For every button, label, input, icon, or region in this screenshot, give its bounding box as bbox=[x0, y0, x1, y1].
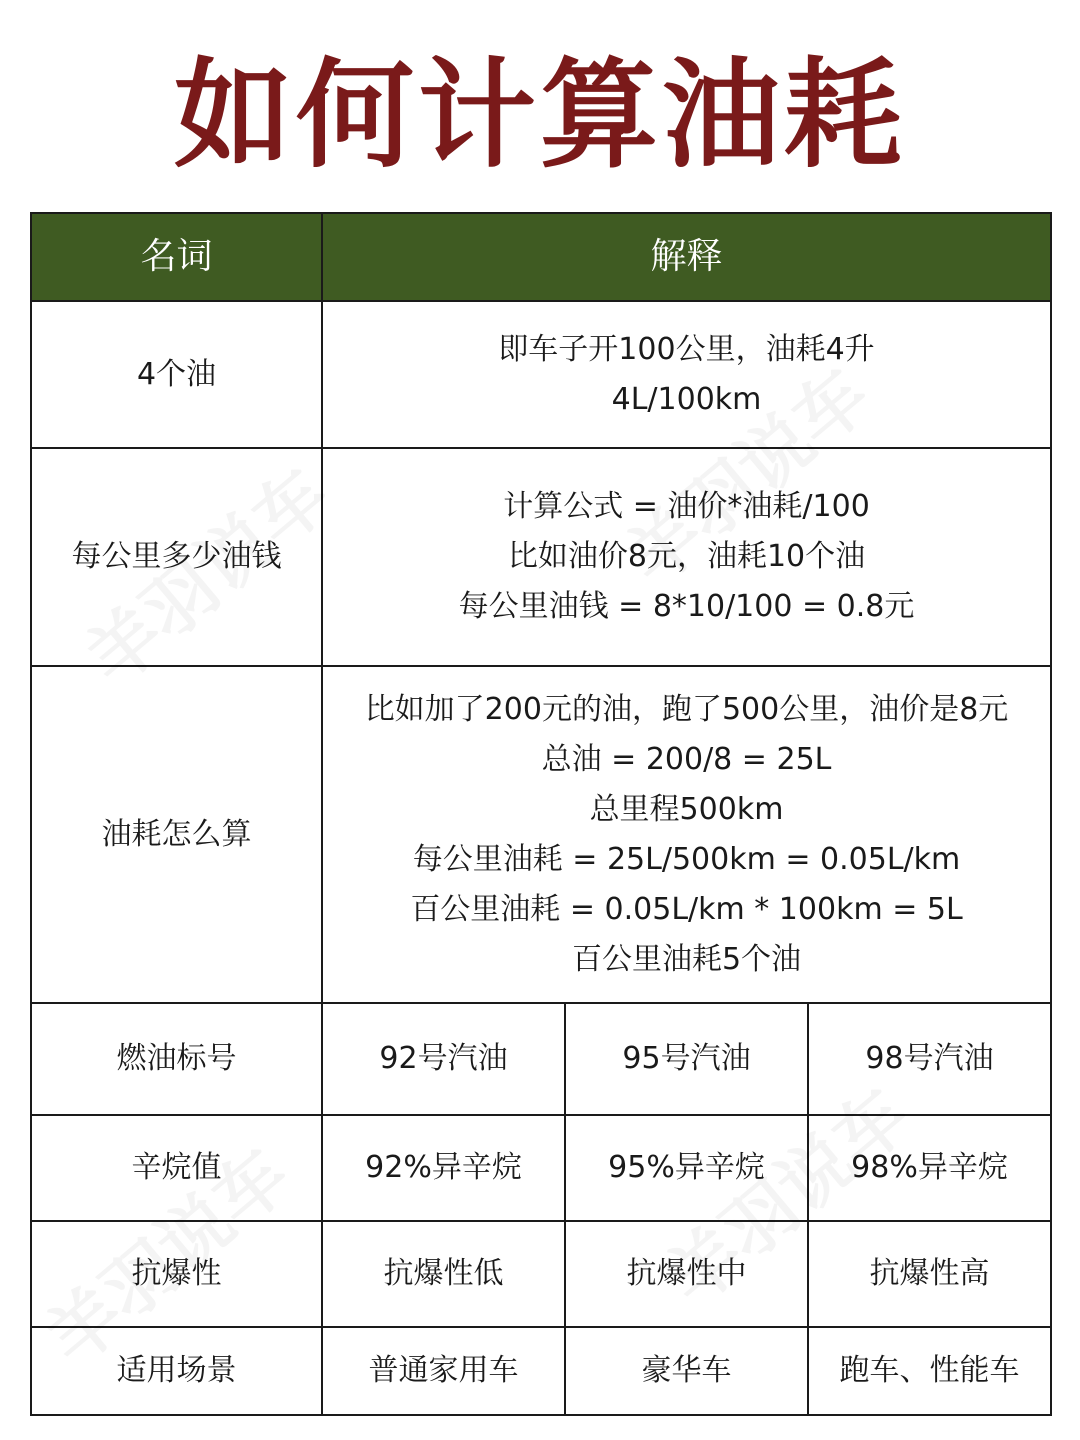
explain-cell bbox=[322, 666, 1051, 1003]
table-row bbox=[31, 448, 1051, 666]
value-cell: 98号汽油 bbox=[808, 1003, 1051, 1115]
term-cell: 燃油标号 bbox=[31, 1003, 322, 1115]
explain-line: 4L/100km bbox=[611, 381, 762, 417]
value-cell: 跑车、性能车 bbox=[808, 1327, 1051, 1415]
explain-line: 总里程500km bbox=[589, 791, 784, 827]
value-cell: 92%异辛烷 bbox=[322, 1115, 565, 1221]
value-cell: 抗爆性中 bbox=[565, 1221, 808, 1327]
value-cell: 95号汽油 bbox=[565, 1003, 808, 1115]
term-cell: 辛烷值 bbox=[31, 1115, 322, 1221]
explain-line: 比如加了200元的油，跑了500公里，油价是8元 bbox=[364, 691, 1009, 727]
table-row bbox=[31, 301, 1051, 448]
term-cell: 适用场景 bbox=[31, 1327, 322, 1415]
explain-line: 即车子开100公里，油耗4升 bbox=[498, 331, 875, 367]
explain-line: 每公里油耗 = 25L/500km = 0.05L/km bbox=[412, 841, 961, 877]
term-cell: 抗爆性 bbox=[31, 1221, 322, 1327]
explain-cell bbox=[322, 301, 1051, 448]
header-explain: 解释 bbox=[322, 213, 1051, 301]
explain-line: 计算公式 = 油价*油耗/100 bbox=[503, 489, 870, 524]
explain-line: 比如油价8元，油耗10个油 bbox=[507, 539, 866, 574]
explain-line: 每公里油钱 = 8*10/100 = 0.8元 bbox=[458, 589, 915, 624]
table-header-row bbox=[31, 213, 1051, 301]
explain-line: 百公里油耗 = 0.05L/km * 100km = 5L bbox=[410, 891, 963, 927]
value-cell: 92号汽油 bbox=[322, 1003, 565, 1115]
value-cell: 普通家用车 bbox=[322, 1327, 565, 1415]
term-cell: 油耗怎么算 bbox=[31, 666, 322, 1003]
table-row bbox=[31, 1003, 1051, 1115]
value-cell: 抗爆性高 bbox=[808, 1221, 1051, 1327]
value-cell: 豪华车 bbox=[565, 1327, 808, 1415]
term-cell: 每公里多少油钱 bbox=[31, 448, 322, 666]
term-cell: 4个油 bbox=[31, 301, 322, 448]
page-title: 如何计算油耗 bbox=[173, 46, 906, 184]
table-row bbox=[31, 666, 1051, 1003]
fuel-consumption-table bbox=[30, 212, 1052, 1416]
table-row bbox=[31, 1221, 1051, 1327]
explain-line: 总油 = 200/8 = 25L bbox=[541, 741, 832, 777]
explain-line: 百公里油耗5个油 bbox=[571, 941, 802, 977]
value-cell: 98%异辛烷 bbox=[808, 1115, 1051, 1221]
explain-cell bbox=[322, 448, 1051, 666]
value-cell: 95%异辛烷 bbox=[565, 1115, 808, 1221]
value-cell: 抗爆性低 bbox=[322, 1221, 565, 1327]
table-row bbox=[31, 1327, 1051, 1415]
table-row bbox=[31, 1115, 1051, 1221]
header-term: 名词 bbox=[31, 213, 322, 301]
